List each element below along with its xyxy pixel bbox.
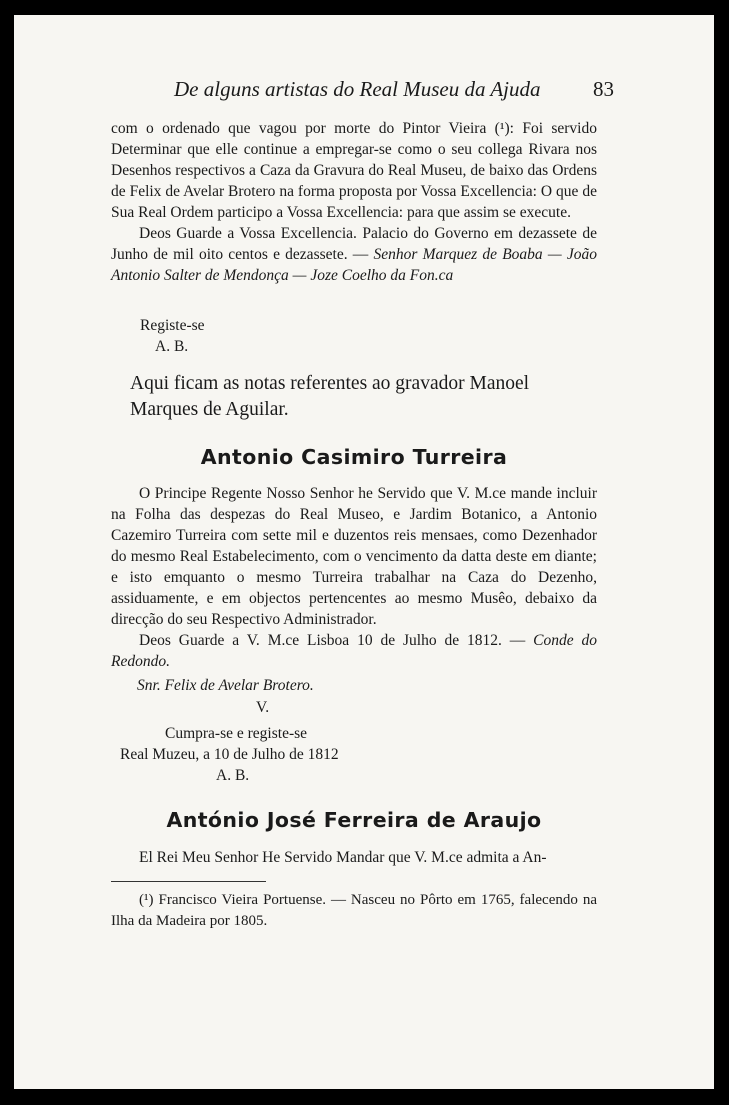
- section2-initials: A. B.: [216, 767, 250, 784]
- footnote-body: Francisco Vieira Portuense. — Nasceu no Pôrto em 1765, falecendo na Ilha da Madeira por 1805.: [111, 892, 597, 929]
- section1-paragraph-2-signatories: Senhor Marquez de Boaba — João Antonio Salter de Mendonça — Joze Coelho da Fon.ca: [111, 246, 597, 284]
- section2-place-date: Real Muzeu, a 10 de Julho de 1812: [120, 746, 339, 763]
- section2-cumpra: Cumpra-se e registe-se: [165, 725, 308, 742]
- section2-heading: Antonio Casimiro Turreira: [200, 445, 508, 469]
- section2-v: V.: [256, 699, 270, 716]
- footnote-text: [111, 890, 597, 932]
- section3-heading: António José Ferreira de Araujo: [166, 808, 542, 832]
- section2-paragraph-2-signatory: Conde do Redondo.: [111, 632, 597, 670]
- footnote-divider: [111, 881, 266, 882]
- section1-paragraph-2-text: Deos Guarde a Vossa Excellencia. Palacio do Governo em dezassete de Junho de mil oito centos e dezassete. —: [111, 225, 597, 263]
- section1-registe: Registe-se: [140, 317, 205, 334]
- page-number: 83: [593, 77, 614, 101]
- footnote-marker: (¹): [139, 892, 154, 908]
- section2-addressee: Snr. Felix de Avelar Brotero.: [137, 677, 314, 694]
- notes-line: Aqui ficam as notas referentes ao gravador Manoel Marques de Aguilar.: [130, 373, 530, 420]
- section3-body: [111, 847, 597, 868]
- running-header: [174, 75, 614, 103]
- section3-paragraph-1: El Rei Meu Senhor He Servido Mandar que V. M.ce admita a An-: [139, 849, 547, 866]
- book-page: [14, 15, 714, 1089]
- section1-initials: A. B.: [155, 338, 189, 355]
- section2-body: [111, 483, 597, 672]
- section2-paragraph-1: O Principe Regente Nosso Senhor he Servido que V. M.ce mande incluir na Folha das despezas do Real Museo, e Jardim Botanico, a Antonio Cazemiro Turreira com sette mil e duzentos reis mensaes, como Dezenhador do mesmo Real Estabelecimento, com o vencimento da datta deste em diante; e isto emquanto o mesmo Turreira trabalhar na Caza do Dezenho, assiduamente, e em objectos pertencentes ao mesmo Musêo, debaixo da direcção do seu Respectivo Administrador.: [111, 485, 597, 628]
- header-title: De alguns artistas do Real Museu da Ajuda: [174, 77, 541, 101]
- section1-paragraph-2: [111, 223, 597, 286]
- section2-paragraph-2: [111, 630, 597, 672]
- footnote: [111, 890, 597, 932]
- section1-body: [111, 118, 597, 286]
- section2-paragraph-2-text: Deos Guarde a V. M.ce Lisboa 10 de Julho de 1812. —: [139, 632, 526, 649]
- section1-paragraph-1: com o ordenado que vagou por morte do Pintor Vieira (¹): Foi servido Determinar que elle continue a empregar-se como o seu collega Rivara nos Desenhos respectivos a Caza da Gravura do Real Museu, de baixo das Ordens de Felix de Avelar Brotero na forma proposta por Vossa Excellencia: O que de Sua Real Ordem participo a Vossa Excellencia: para que assim se execute.: [111, 120, 597, 221]
